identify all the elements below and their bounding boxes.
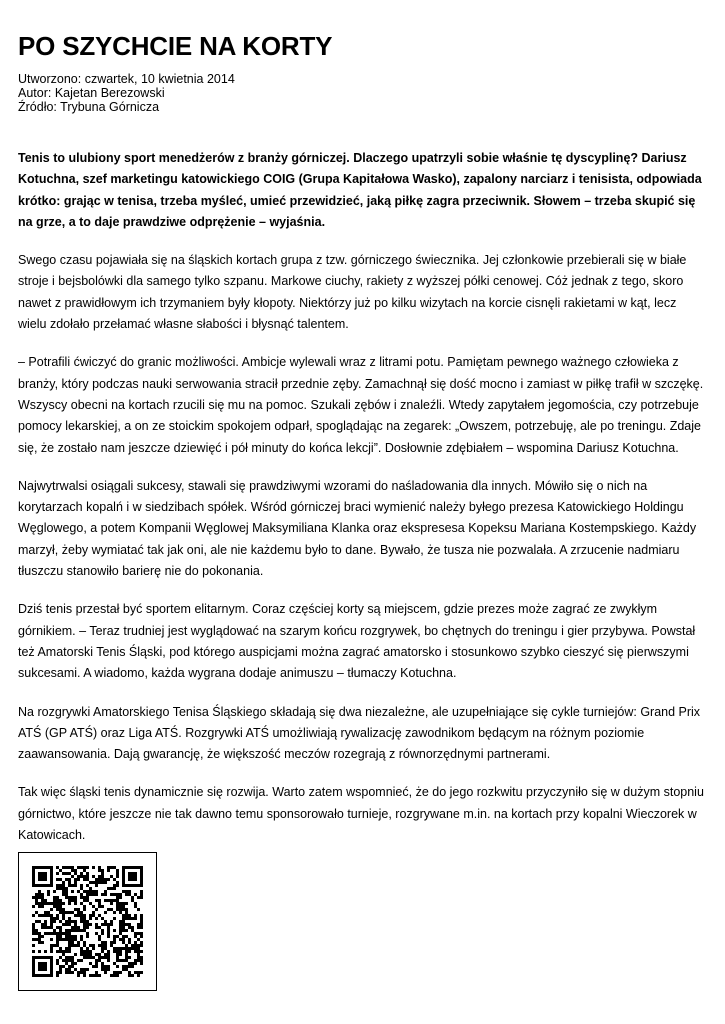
article-body [18, 148, 708, 863]
page-title: PO SZYCHCIE NA KORTY [18, 31, 333, 61]
paragraph-3: Najwytrwalsi osiągali sukcesy, stawali się prawdziwymi wzorami do naśladowania dla innych. Mówiło się o nich na korytarzach kopalń i w siedzibach spółek. Wśród górniczej braci wymienić należy byłego prezesa Katowickiego Holdingu Węglowego, a potem Kompanii Węglowej Maksymiliana Klanka oraz ekspresesa Kopeksu Mariana Kostempskiego. Każdy marzył, żeby wymiatać tak jak oni, ale nie każdemu było to dane. Bywało, że tusza nie pozwalała. A zrzucenie nadmiaru tłuszczu stanowiło barierę nie do pokonania. [18, 478, 697, 579]
created-date: Utworzono: czwartek, 10 kwietnia 2014 [18, 72, 235, 86]
source: Źródło: Trybuna Górnicza [18, 100, 160, 114]
paragraph-2: – Potrafili ćwiczyć do granic możliwości. Ambicje wylewali wraz z litrami potu. Pamiętam pewnego ważnego człowieka z branży, który podczas nauki serwowania stracił przednie zęby. Zamachnął się dość mocno i zamiast w piłkę trafił w szczękę. Wszyscy obecni na kortach rzucili się mu na pomoc. Szukali zębów i znaleźli. Wtedy zapytałem jegomościa, czy potrzebuje pomocy lekarskiej, a on ze stoickim spokojem odparł, spoglądając na zegarek: „Owszem, potrzebuję, ale po treningu. Zdaje się, że zostało nam jeszcze dziewięć i pół minuty do końca lekcji”. Dosłownie zdębiałem – wspomina Dariusz Kotuchna. [18, 355, 704, 455]
article-meta [18, 72, 235, 114]
paragraph-4: Dziś tenis przestał być sportem elitarnym. Coraz częściej korty są miejscem, gdzie prezes może zagrać ze zwykłym górnikiem. – Teraz trudniej jest wyglądować na szarym końcu rozgrywek, bo chętnych do treningu i gier przybywa. Powstał też Amatorski Tenis Śląski, pod którego auspicjami można zagrać amatorsko i stosunkowo szybko cieszyć się pierwszymi sukcesami. A wiadomo, każda wygrana dodaje animuszu – tłumaczy Kotuchna. [18, 602, 696, 681]
qr-modules [32, 866, 143, 977]
paragraph-5: Na rozgrywki Amatorskiego Tenisa Śląskiego składają się dwa niezależne, ale uzupełniające się cykle turniejów: Grand Prix ATŚ (GP ATŚ) oraz Liga ATŚ. Rozgrywki ATŚ umożliwiają rywalizację zawodnikom będącym na różnym poziomie zaawansowania. Dają gwarancję, że większość meczów rozegrają z równorzędnymi partnerami. [18, 704, 701, 762]
qr-code-icon [32, 866, 143, 977]
author: Autor: Kajetan Berezowski [18, 86, 165, 100]
lead-paragraph: Tenis to ulubiony sport menedżerów z branży górniczej. Dlaczego upatrzyli sobie właśnie tę dyscyplinę? Dariusz Kotuchna, szef marketingu katowickiego COIG (Grupa Kapitałowa Wasko), zapalony narciarz i tenisista, odpowiada krótko: grając w tenisa, trzeba myśleć, umieć przewidzieć, jaką piłkę zagra przeciwnik. Słowem – trzeba skupić się na grze, a to daje prawdziwe odprężenie – wyjaśnia. [18, 151, 702, 229]
paragraph-1: Swego czasu pojawiała się na śląskich kortach grupa z tzw. górniczego świecznika. Jej członkowie przebierali się w białe stroje i bejsbolówki dla samego tylko szpanu. Markowe ciuchy, rakiety z wyższej półki cenowej. Cóż jednak z tego, skoro nawet z prawidłowym ich trzymaniem były kłopoty. Niektórzy już po kilku wizytach na korcie cisnęli rakietami w kąt, lecz wielu zdołało przełamać własne słabości i błysnąć talentem. [18, 253, 687, 332]
qr-code-box [18, 852, 157, 991]
paragraph-6: Tak więc śląski tenis dynamicznie się rozwija. Warto zatem wspomnieć, że do jego rozkwitu przyczyniło się w dużym stopniu górnictwo, które jeszcze nie tak dawno temu sponsorowało turnieje, rozgrywane m.in. na kortach przy kopalni Wieczorek w Katowicach. [18, 785, 704, 843]
